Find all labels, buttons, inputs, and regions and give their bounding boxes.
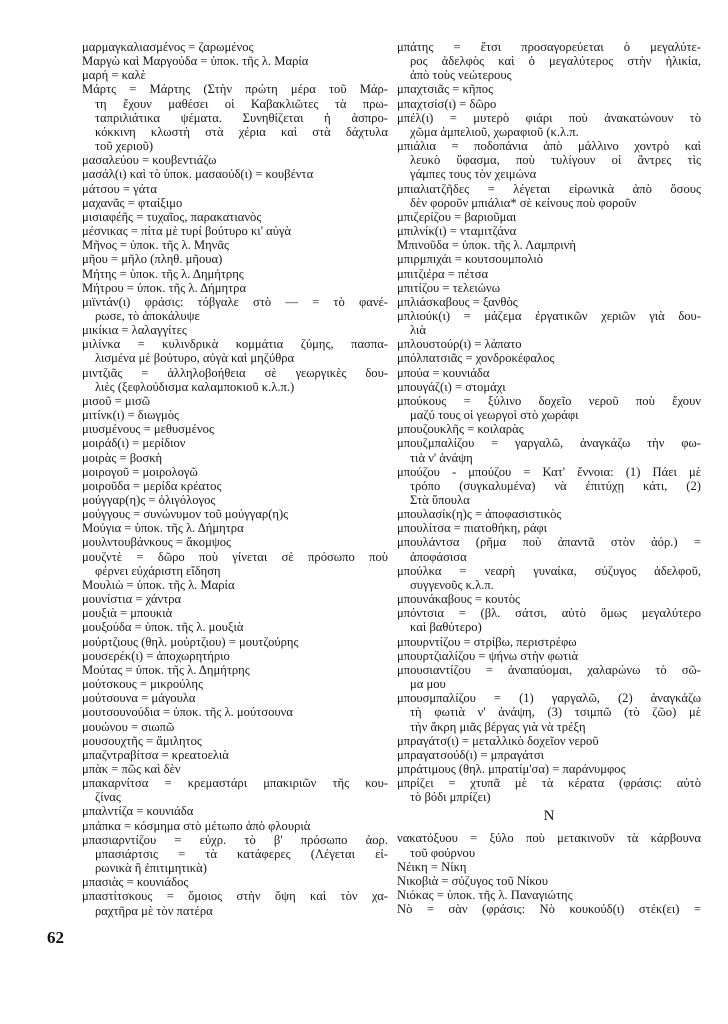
entry-first-line: μπουσμπαλίζου = (1) γαργαλῶ, (2) ἀναγκάζω <box>397 691 701 706</box>
glossary-entry <box>397 663 701 691</box>
glossary-entry <box>82 366 388 394</box>
entry-first-line: μπραγατσούδ(ι) = μπραγάτσι <box>397 747 545 762</box>
entry-first-line: μπέλ(ι) = μυτερὸ φιάρι ποὺ ἀνακατώνουν τὸ <box>397 110 701 125</box>
glossary-entry <box>82 875 388 889</box>
entry-first-line: μπουσιαντίζου = ἀναπαύομαι, χαλαρώνω τὸ σῶ- <box>397 662 701 677</box>
glossary-entry <box>397 691 701 733</box>
entry-first-line: Μπινοῦδα = ὑποκ. τῆς λ. Λαμπρινὴ <box>397 238 576 253</box>
glossary-entry <box>397 635 701 649</box>
entry-first-line: μισοῦ = μισῶ <box>82 393 151 408</box>
entry-first-line: μπουγάζ(ι) = στομάχι <box>397 379 506 394</box>
entry-continuation-line: λευκὸ ὕφασμα, ποὺ τυλίγουν οἱ ἄντρες τὶς <box>410 153 701 168</box>
glossary-entry <box>82 408 388 422</box>
glossary-entry <box>397 281 701 295</box>
glossary-entry <box>82 224 388 238</box>
glossary-entry <box>82 153 388 167</box>
entry-first-line: μπόλπατσιᾶς = χονδροκέφαλος <box>397 351 555 366</box>
section-entries <box>397 831 701 916</box>
glossary-entry <box>397 521 701 535</box>
right-column <box>397 40 701 916</box>
entry-first-line: μπρίζει = χτυπᾶ μὲ τὰ κέρατα (φράσις: αὐτὸ <box>397 776 701 791</box>
glossary-entry <box>82 606 388 620</box>
entry-continuation-line: λιὲς (ξεφλούδισμα καλαμποκιοῦ κ.λ.π.) <box>95 379 295 394</box>
entry-continuation-line: μαζύ τους οἱ γεωργοὶ στὸ χωράφι <box>410 408 579 423</box>
entry-first-line: μούρτζιους (θηλ. μούρτζιου) = μουτζούρης <box>82 634 299 649</box>
entry-first-line: μαρή = καλὲ <box>82 68 146 83</box>
glossary-entry <box>397 139 701 181</box>
glossary-entry <box>397 224 701 238</box>
entry-first-line: μπάπκα = κόσμημα στὸ μέτωπο ἀπὸ φλουριὰ <box>82 818 311 833</box>
glossary-entry <box>82 663 388 677</box>
glossary-entry <box>82 578 388 592</box>
glossary-entry <box>397 40 701 82</box>
glossary-entry <box>397 380 701 394</box>
entry-first-line: μπάτης = ἔτσι προσαγορεύεται ὁ μεγαλύτε- <box>397 40 701 54</box>
entry-continuation-line: ἀποφάσισα <box>410 549 467 564</box>
entry-first-line: μπλιάσκαβους = ξανθὸς <box>397 294 518 309</box>
entry-continuation-line: τοῦ φούρνου <box>410 845 476 860</box>
glossary-entry <box>397 776 701 804</box>
entry-first-line: μιυσμένους = μεθυσμένος <box>82 422 214 437</box>
entry-first-line: μπουζμπαλίζου = γαργαλῶ, ἀναγκάζω τὴν φω- <box>397 436 701 451</box>
entry-first-line: μοιράδ(ι) = μερίδιον <box>82 436 186 451</box>
glossary-entry <box>82 819 388 833</box>
entry-first-line: μουώνου = σιωπῶ <box>82 719 175 734</box>
entry-first-line: μούγγαρ(η)ς = ὀλιγόλογος <box>82 493 216 507</box>
glossary-entry <box>82 451 388 465</box>
glossary-entry <box>82 238 388 252</box>
entry-continuation-line: ρωνικὰ ἢ ἐπιτιμητικὰ) <box>95 861 207 876</box>
entry-first-line: μπαχτσιᾶς = κῆπος <box>397 82 494 97</box>
entry-continuation-line: λιὰ <box>410 323 426 338</box>
glossary-entry <box>397 507 701 521</box>
glossary-entry <box>82 804 388 818</box>
entry-continuation-line: Στὰ ὕπουλα <box>410 493 470 507</box>
glossary-entry <box>82 182 388 196</box>
glossary-entry <box>397 252 701 266</box>
glossary-entry <box>397 422 701 436</box>
entry-first-line: μαχανᾶς = φταίξιμο <box>82 195 183 210</box>
entry-first-line: νακατόξυου = ξύλο ποὺ μετακινοῦν τὰ κάρβουνα <box>397 831 701 846</box>
glossary-entry <box>397 82 701 96</box>
entry-first-line: μουτσουνούδια = ὑποκ. τῆς λ. μούτσουνα <box>82 705 293 720</box>
entry-continuation-line: χῶμα ἀμπελιοῦ, χωραφιοῦ (κ.λ.π. <box>410 124 579 139</box>
entry-continuation-line: καὶ βαθύτερο) <box>410 620 482 635</box>
glossary-entry <box>82 691 388 705</box>
entry-first-line: μικίκια = λαλαγγίτες <box>82 323 187 338</box>
entry-continuation-line: κόκκινη κλωστὴ στὰ χέρια καὶ στὰ δάχτυλα <box>95 124 388 139</box>
glossary-entry <box>82 40 388 54</box>
glossary-entry <box>82 267 388 281</box>
glossary-entry <box>82 479 388 493</box>
entry-continuation-line: λισμένα μὲ βούτυρο, αὐγὰ καὶ μηζύθρα <box>95 351 295 366</box>
entry-first-line: Μούγια = ὑποκ. τῆς λ. Δήμητρα <box>82 521 244 536</box>
entry-first-line: μπὰκ = πῶς καὶ δὲν <box>82 761 181 776</box>
entry-first-line: μπόντσια = (βλ. σάτσι, αὐτὸ ὅμως μεγαλύτερο <box>397 606 701 621</box>
entry-first-line: Μήτρου = ὑποκ. τῆς λ. Δήμητρα <box>82 280 247 295</box>
entry-first-line: μπαχτσίσ(ι) = δῶρο <box>397 96 497 111</box>
entry-continuation-line: ραχτῆρα μὲ τὸν πατέρα <box>95 903 213 918</box>
entry-first-line: μπιαλιατζῆδες = λέγεται εἰρωνικὰ ἀπὸ ὅσους <box>397 181 701 196</box>
entry-first-line: μουλντουβάνκους = ἄκομψος <box>82 535 232 550</box>
glossary-entry <box>397 394 701 422</box>
entry-continuation-line: μπασιάρτσις = τὰ κατάφερες (Λέγεται εἰ- <box>95 846 388 861</box>
glossary-entry <box>397 182 701 210</box>
entry-first-line: Μουλιὼ = ὑποκ. τῆς λ. Μαρία <box>82 577 235 592</box>
right-column-entries <box>397 40 701 804</box>
entry-first-line: μπασιαρντίζου = εὐχρ. τὸ β' πρόσωπο ἀορ. <box>82 832 388 847</box>
glossary-entry <box>82 535 388 549</box>
glossary-entry <box>397 351 701 365</box>
entry-first-line: μπιλνίκ(ι) = νταμιτζάνα <box>397 224 517 239</box>
entry-first-line: μούτσκους = μικρούλης <box>82 677 203 692</box>
glossary-entry <box>82 323 388 337</box>
entry-continuation-line: συγγενοῦς κ.λ.π. <box>410 577 494 592</box>
glossary-entry <box>82 82 388 153</box>
entry-first-line: μπράτιμους (θηλ. μπρατίμ'σα) = παράνυμφος <box>397 761 626 776</box>
entry-first-line: μπουρντίζου = στρίβω, περιστρέφω <box>397 634 577 649</box>
entry-first-line: μασαλεύου = κουβεντιάζω <box>82 153 217 168</box>
glossary-entry <box>397 762 701 776</box>
entry-first-line: Μαργὼ καὶ Μαργούδα = ὑποκ. τῆς λ. Μαρία <box>82 54 309 69</box>
entry-continuation-line: γάμπες τους τὸν χειμώνα <box>410 167 537 182</box>
glossary-entry <box>82 649 388 663</box>
glossary-entry <box>82 833 388 875</box>
entry-first-line: μπιτζιέρα = πέτσα <box>397 266 489 281</box>
entry-continuation-line: φέρνει εὐχάριστη εἴδηση <box>95 563 221 578</box>
entry-first-line: μῆου = μῆλο (πληθ. μῆουα) <box>82 252 223 267</box>
entry-first-line: Νὸ = σὰν (φράσις: Νὸ κουκούδ(ι) στέκ(ει) = <box>397 902 701 917</box>
glossary-entry <box>82 281 388 295</box>
glossary-entry <box>82 436 388 450</box>
entry-first-line: μπαλντίζα = κουνιάδα <box>82 804 194 819</box>
glossary-entry <box>397 860 701 874</box>
entry-first-line: μουξιὰ = μπουκιὰ <box>82 606 173 621</box>
glossary-entry <box>82 167 388 181</box>
entry-first-line: μπραγάτσ(ι) = μεταλλικὸ δοχεῖον νεροῦ <box>397 733 599 748</box>
glossary-entry <box>397 238 701 252</box>
glossary-entry <box>82 762 388 776</box>
entry-first-line: Μῆνος = ὑποκ. τῆς λ. Μηνᾶς <box>82 238 229 253</box>
entry-first-line: μπιρμπιχάι = κουτσουμπολιὸ <box>397 252 544 267</box>
glossary-entry <box>397 649 701 663</box>
entry-first-line: μπούα = κουνιάδα <box>397 365 490 380</box>
entry-first-line: μοιρογοῦ = μοιρολογῶ <box>82 464 198 479</box>
entry-first-line: μπουρτζιαλίζου = ψήνω στὴν φωτιὰ <box>397 648 579 663</box>
entry-continuation-line: τὸ βόδι μπρίζει) <box>410 790 491 805</box>
entry-first-line: μπασιὰς = κουνιάδος <box>82 875 189 890</box>
entry-continuation-line: μα μου <box>410 677 446 692</box>
glossary-entry <box>82 422 388 436</box>
glossary-entry <box>397 874 701 888</box>
glossary-entry <box>82 620 388 634</box>
entry-first-line: μιϊντάν(ι) φράσις: τόβγαλε στὸ — = τὸ φανέ- <box>82 294 388 309</box>
entry-first-line: μπλιούκ(ι) = μάζεμα ἐργατικῶν χεριῶν γιὰ δου- <box>397 308 701 323</box>
page-number: 62 <box>47 928 64 947</box>
entry-first-line: μασάλ(ι) καὶ τὸ ὑποκ. μασαούδ(ι) = κουβέντα <box>82 167 314 182</box>
glossary-entry <box>82 465 388 479</box>
entry-first-line: Μήτης = ὑποκ. τῆς λ. Δημήτρης <box>82 266 244 281</box>
entry-first-line: μιντζιᾶς = ἀλληλοβοήθεια σὲ γεωργικὲς δου- <box>82 365 388 380</box>
entry-first-line: μουσερέκ(ι) = ἀποχωρητήριο <box>82 648 230 663</box>
entry-continuation-line: τιὰ ν' ἀνάψη <box>410 450 473 465</box>
glossary-entry <box>82 210 388 224</box>
entry-continuation-line: ἀπὸ τοὺς νεώτερους <box>410 68 512 83</box>
entry-continuation-line: ρος ἀδελφὸς καὶ ὁ μεγαλύτερος στὴν ἡλικία, <box>410 54 701 69</box>
entry-continuation-line: τὴν ἄκρη μιᾶς βέργας γιὰ νὰ τρέξη <box>410 719 586 734</box>
glossary-entry <box>82 493 388 507</box>
entry-first-line: μουζντὲ = δῶρο ποὺ γίνεται σὲ πρόσωπο ποὺ <box>82 549 388 564</box>
entry-first-line: μπούζου - μπούζου = Κατ' ἔννοια: (1) Πάει μὲ <box>397 464 701 479</box>
entry-first-line: μπιάλια = ποδοπάνια ἀπὸ μάλλινο χοντρὸ καὶ <box>397 139 701 154</box>
glossary-entry <box>397 366 701 380</box>
glossary-entry <box>82 521 388 535</box>
section-heading-letter: Ν <box>543 808 555 825</box>
glossary-entry <box>397 831 701 859</box>
entry-continuation-line: ταπριλιάτικα ψέματα. Συνηθίζεται ἡ ἀσπρο- <box>95 110 388 125</box>
entry-first-line: Μάρτς = Μάρτης (Στὴν πρώτη μέρα τοῦ Μάρ- <box>82 82 388 97</box>
entry-first-line: μάτσου = γάτα <box>82 181 157 196</box>
glossary-entry <box>397 535 701 563</box>
entry-first-line: μπιτίζου = τελειώνω <box>397 280 501 295</box>
entry-first-line: μπουλάντσα (ρῆμα ποὺ ἀπαντᾶ στὸν ἀόρ.) = <box>397 535 701 550</box>
glossary-entry <box>82 394 388 408</box>
entry-first-line: μέσνικας = πίτα μὲ τυρί βούτυρο κι' αὐγὰ <box>82 224 292 239</box>
glossary-entry <box>397 97 701 111</box>
glossary-entry <box>397 267 701 281</box>
entry-first-line: Νικοβιὰ = σύζυγος τοῦ Νίκου <box>397 873 548 888</box>
entry-first-line: μπουλίτσα = πιατοθήκη, ράφι <box>397 521 548 536</box>
glossary-entry <box>82 196 388 210</box>
glossary-entry <box>397 337 701 351</box>
entry-first-line: μπουλασίκ(η)ς = ἀποφασιστικὸς <box>397 507 562 522</box>
glossary-entry <box>82 734 388 748</box>
glossary-entry <box>82 776 388 804</box>
glossary-entry <box>82 252 388 266</box>
entry-first-line: μπλουστούρ(ι) = λάπατο <box>397 337 522 352</box>
glossary-entry <box>82 507 388 521</box>
glossary-entry <box>397 210 701 224</box>
glossary-entry <box>82 720 388 734</box>
entry-first-line: μιτίνκ(ι) = διωγμὸς <box>82 408 180 423</box>
entry-first-line: μπαστίτσκους = ὅμοιος στὴν ὄψη καὶ τὸν χα- <box>82 889 388 904</box>
entry-first-line: μουξούδα = ὑποκ. τῆς λ. μουξιὰ <box>82 620 244 635</box>
left-column <box>82 40 388 918</box>
entry-first-line: Νιόκας = ὑποκ. τῆς λ. Παναγιώτης <box>397 888 573 903</box>
entry-continuation-line: τρόπο (συγκαλυμένα) νὰ ἐπιτύχῃ κάτι, (2) <box>410 478 701 493</box>
glossary-entry <box>82 337 388 365</box>
entry-first-line: μπούλκα = νεαρὴ γυναίκα, σύζυγος ἀδελφοῦ, <box>397 563 701 578</box>
entry-continuation-line: δὲν φοροῦν μπιάλια* σὲ κείνους ποὺ φοροῦν <box>410 195 637 210</box>
entry-continuation-line: τη ἔχουν μαθέσει οἱ Καβακλιῶτες τὰ πρω- <box>95 96 388 111</box>
entry-first-line: μοιροῦδα = μερίδα κρέατος <box>82 478 222 493</box>
entry-first-line: μπακαρνίτσα = κρεμαστάρι μπακιριῶν τῆς κου- <box>82 776 388 791</box>
entry-first-line: Νέικη = Νίκη <box>397 859 467 874</box>
entry-first-line: μπουνάκαβους = κουτὸς <box>397 592 521 607</box>
entry-first-line: μπαζντραβίτσα = κρεατοελιὰ <box>82 747 229 762</box>
entry-first-line: Μούτας = ὑποκ. τῆς λ. Δημήτρης <box>82 662 250 677</box>
glossary-entry <box>397 436 701 464</box>
entry-first-line: μουνίστια = χάντρα <box>82 592 182 607</box>
glossary-entry <box>397 309 701 337</box>
glossary-entry <box>397 295 701 309</box>
glossary-entry <box>397 734 701 748</box>
glossary-entry <box>82 68 388 82</box>
entry-first-line: μοιρὰς = βοσκὴ <box>82 450 163 465</box>
entry-first-line: μπουζουκλῆς = κοιλαρὰς <box>397 422 524 437</box>
entry-first-line: μαρμαγκαλιασμένος = ζαρωμένος <box>82 40 254 54</box>
glossary-entry <box>397 606 701 634</box>
entry-first-line: μούτσουνα = μάγουλα <box>82 691 196 706</box>
glossary-entry <box>397 564 701 592</box>
entry-first-line: μισιαφέῆς = τυχαῖος, παρακατιανὸς <box>82 209 262 224</box>
entry-continuation-line: τοῦ χεριοῦ) <box>95 139 154 154</box>
glossary-entry <box>397 592 701 606</box>
glossary-entry <box>82 705 388 719</box>
glossary-entry <box>82 295 388 323</box>
glossary-entry <box>397 111 701 139</box>
glossary-entry <box>397 888 701 902</box>
entry-continuation-line: τὴ φωτιὰ ν' ἀνάψη, (3) τσιμπῶ (τὸ ζῶο) μὲ <box>410 705 701 720</box>
glossary-entry <box>82 550 388 578</box>
glossary-entry <box>397 465 701 507</box>
entry-first-line: μούγγους = συνώνυμον τοῦ μούγγαρ(η)ς <box>82 507 289 522</box>
entry-first-line: μπιζερίζου = βαριοῦμαι <box>397 209 517 224</box>
glossary-entry <box>82 54 388 68</box>
glossary-entry <box>82 592 388 606</box>
entry-first-line: μπούκους = ξύλινο δοχεῖο νεροῦ ποὺ ἔχουν <box>397 393 701 408</box>
entry-first-line: μιλίνκα = κυλινδρικὰ κομμάτια ζύμης, πασπα- <box>82 337 388 352</box>
entry-continuation-line: ζίνας <box>95 790 121 805</box>
entry-first-line: μουσουχτῆς = ἄμιλητος <box>82 733 202 748</box>
glossary-entry <box>397 902 701 916</box>
glossary-entry <box>82 677 388 691</box>
glossary-entry <box>82 635 388 649</box>
glossary-entry <box>82 889 388 917</box>
glossary-entry <box>82 748 388 762</box>
glossary-entry <box>397 748 701 762</box>
entry-continuation-line: ρωσε, τὸ ἀποκάλυψε <box>95 308 200 323</box>
